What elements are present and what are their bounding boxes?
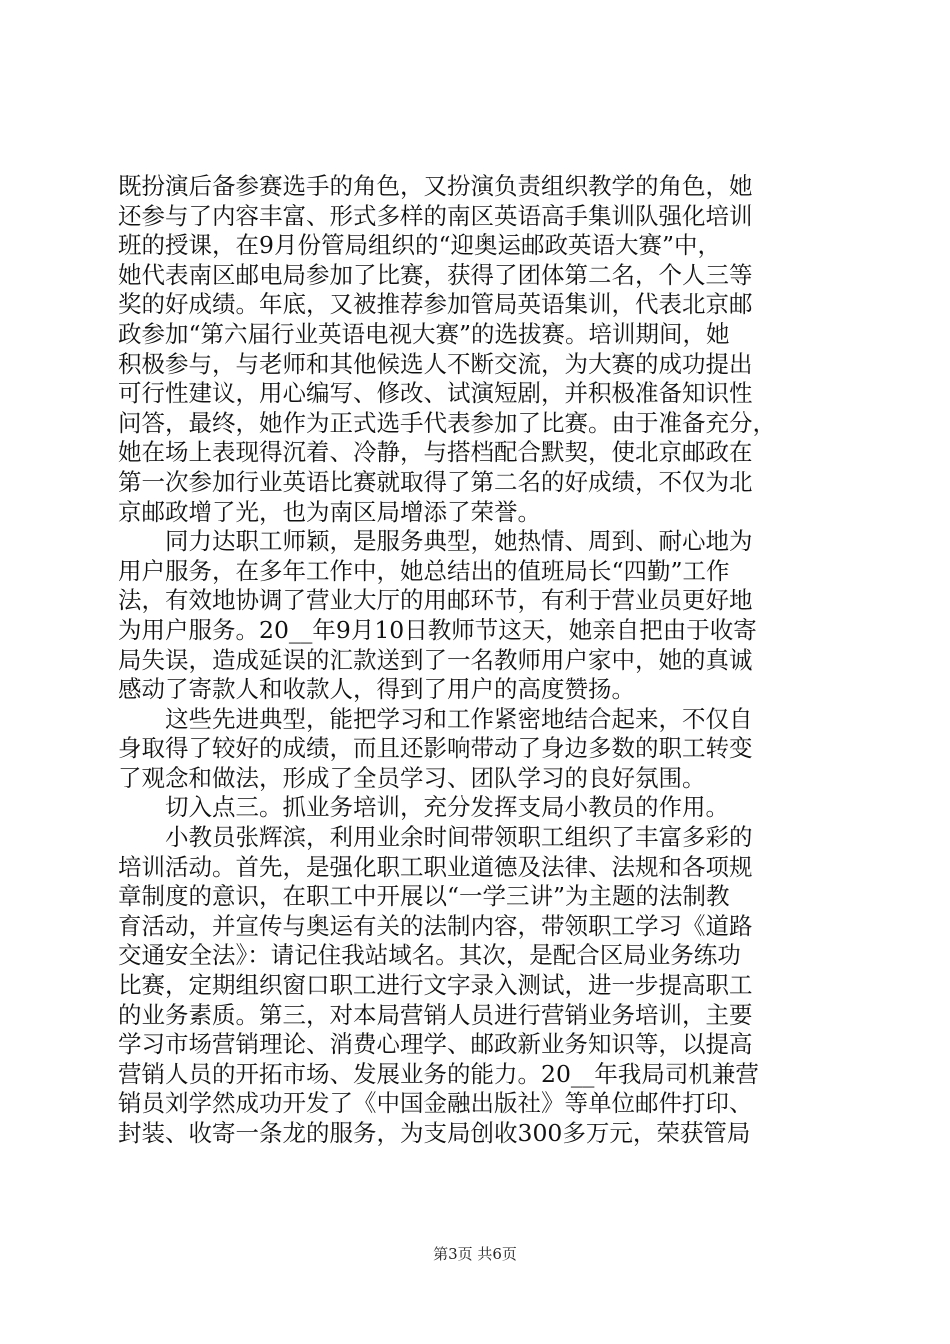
text-line: 这些先进典型，能把学习和工作紧密地结合起来，不仅自 [118, 704, 753, 733]
text-line: 政参加“第六届行业英语电视大赛”的选拔赛。培训期间，她 [118, 319, 730, 348]
text-line: 营销人员的开拓市场、发展业务的能力。20__年我局司机兼营 [118, 1059, 759, 1088]
text-line: 可行性建议，用心编写、修改、试演短剧，并积极准备知识性 [118, 379, 753, 408]
text-line: 学习市场营销理论、消费心理学、邮政新业务知识等，以提高 [118, 1030, 753, 1059]
text-line: 比赛，定期组织窗口职工进行文字录入测试，进一步提高职工 [118, 971, 753, 1000]
text-line: 第一次参加行业英语比赛就取得了第二名的好成绩，不仅为北 [118, 467, 753, 496]
text-line: 积极参与，与老师和其他候选人不断交流，为大赛的成功提出 [118, 349, 753, 378]
text-line: 销员刘学然成功开发了《中国金融出版社》等单位邮件打印、 [118, 1089, 753, 1118]
text-line: 交通安全法》：请记住我站域名。其次，是配合区局业务练功 [118, 941, 741, 970]
text-line: 局失误，造成延误的汇款送到了一名教师用户家中，她的真诚 [118, 645, 753, 674]
text-line: 法，有效地协调了营业大厅的用邮环节，有利于营业员更好地 [118, 586, 753, 615]
text-line: 京邮政增了光，也为南区局增添了荣誉。 [118, 497, 541, 526]
body-text [118, 172, 838, 1149]
text-line: 小教员张辉滨，利用业余时间带领职工组织了丰富多彩的 [118, 823, 753, 852]
text-line: 同力达职工师颖，是服务典型，她热情、周到、耐心地为 [118, 527, 753, 556]
text-line: 章制度的意识，在职工中开展以“一学三讲”为主题的法制教 [118, 882, 730, 911]
text-line: 还参与了内容丰富、形式多样的南区英语高手集训队强化培训 [118, 201, 753, 230]
page-footer: 第3页 共6页 [433, 1245, 517, 1263]
text-line: 她代表南区邮电局参加了比赛，获得了团体第二名，个人三等 [118, 260, 753, 289]
text-line: 既扮演后备参赛选手的角色，又扮演负责组织教学的角色，她 [118, 172, 753, 200]
text-line: 身取得了较好的成绩，而且还影响带动了身边多数的职工转变 [118, 734, 753, 763]
text-line: 的业务素质。第三，对本局营销人员进行营销业务培训，主要 [118, 1000, 753, 1029]
text-line: 问答，最终，她作为正式选手代表参加了比赛。由于准备充分， [118, 408, 776, 437]
text-line: 她在场上表现得沉着、冷静，与搭档配合默契，使北京邮政在 [118, 438, 753, 467]
text-line: 为用户服务。20__年9月10日教师节这天，她亲自把由于收寄 [118, 615, 757, 644]
text-line: 切入点三。抓业务培训，充分发挥支局小教员的作用。 [118, 793, 729, 822]
text-line: 培训活动。首先，是强化职工职业道德及法律、法规和各项规 [118, 852, 753, 881]
text-line: 感动了寄款人和收款人，得到了用户的高度赞扬。 [118, 675, 635, 704]
text-line: 封装、收寄一条龙的服务，为支局创收300多万元，荣获管局 [118, 1119, 751, 1147]
text-line: 了观念和做法，形成了全员学习、团队学习的良好氛围。 [118, 763, 706, 792]
text-line: 用户服务，在多年工作中，她总结出的值班局长“四勤”工作 [118, 556, 730, 585]
text-line: 奖的好成绩。年底，又被推荐参加管局英语集训，代表北京邮 [118, 290, 753, 319]
text-line: 班的授课，在9月份管局组织的“迎奥运邮政英语大赛”中， [118, 231, 721, 260]
text-line: 育活动，并宣传与奥运有关的法制内容，带领职工学习《道路 [118, 911, 753, 940]
